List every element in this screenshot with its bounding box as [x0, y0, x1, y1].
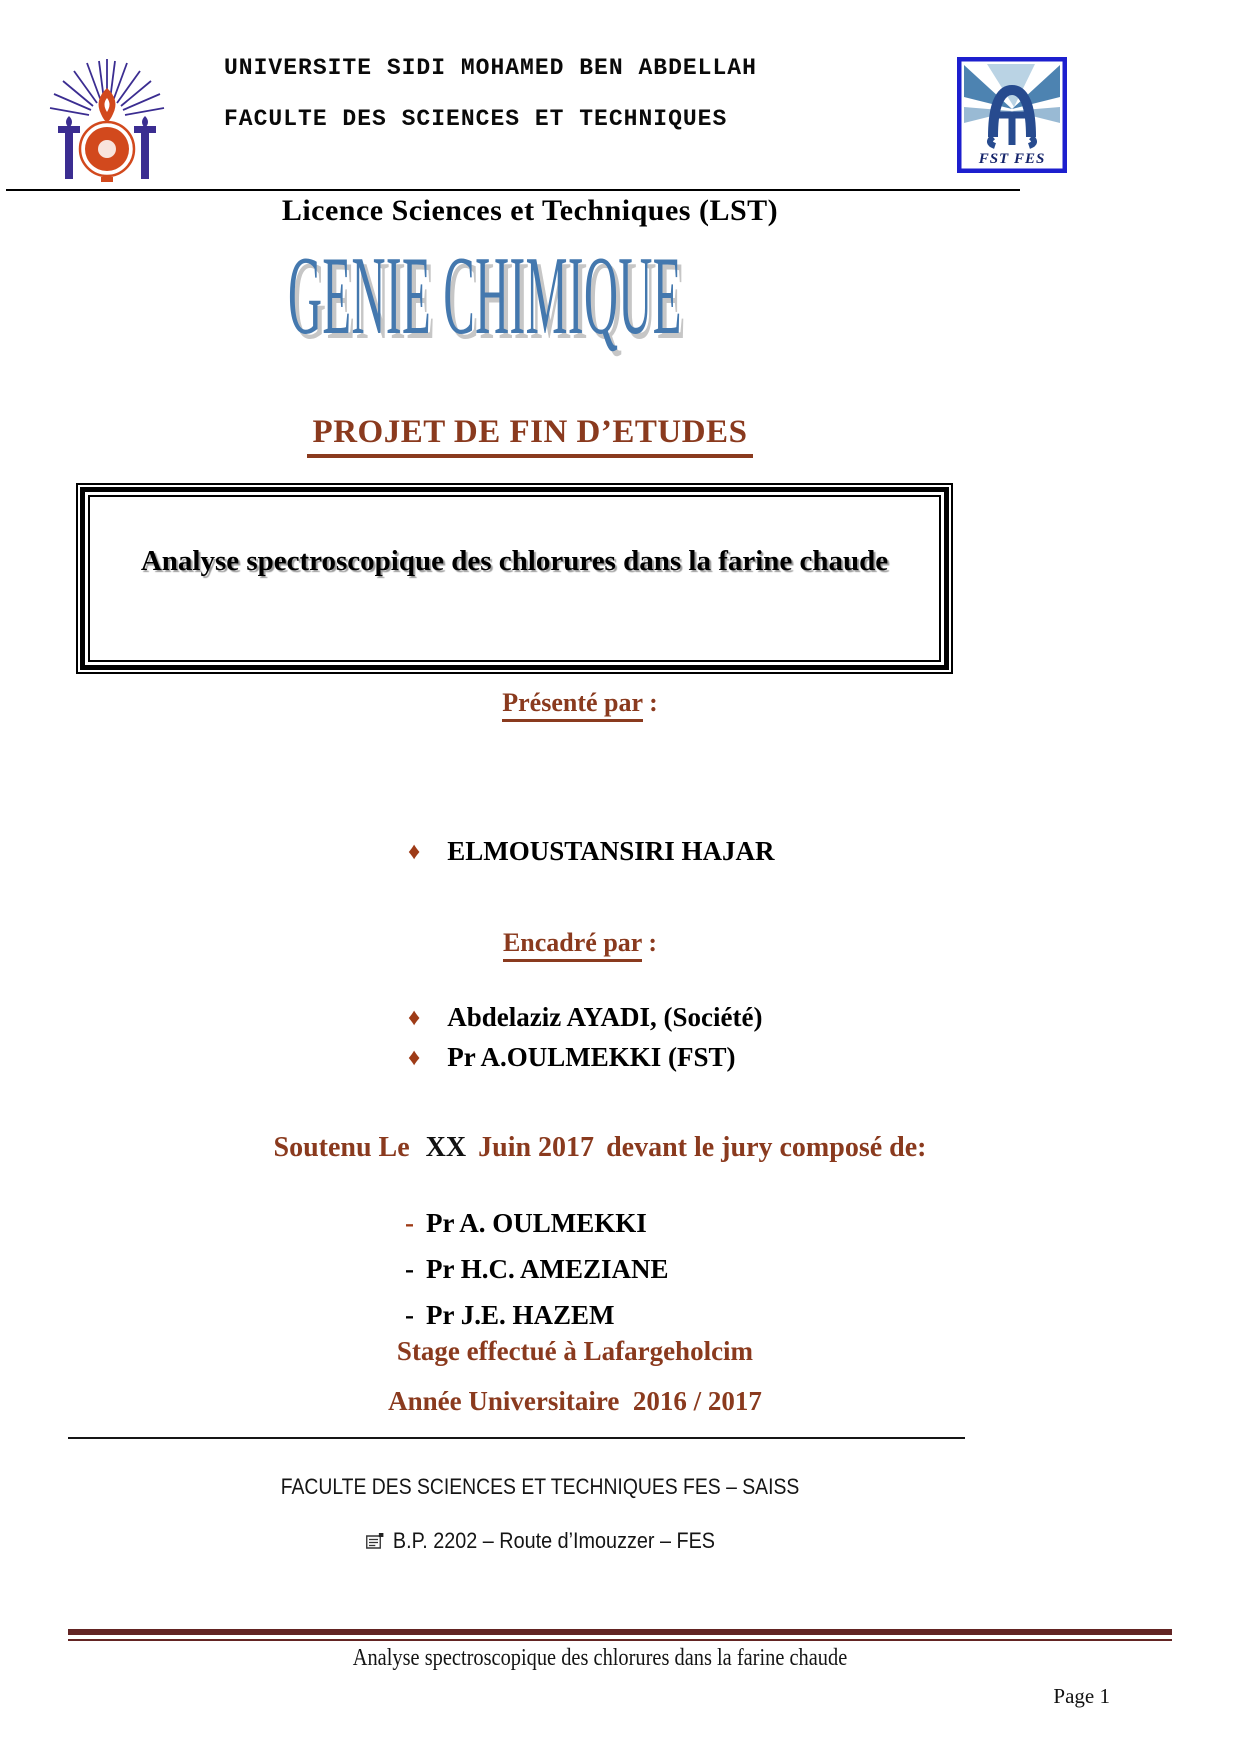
- defense-line: [90, 1132, 1110, 1164]
- defense-prefix: Soutenu Le: [273, 1132, 410, 1163]
- supervised-by-label: Encadré par: [503, 928, 642, 962]
- header-text-block: [224, 57, 757, 131]
- diamond-bullet-icon: ♦: [408, 1005, 421, 1031]
- header-divider-line: [6, 189, 1020, 191]
- footer-address-text: B.P. 2202 – Route d’Imouzzer – FES: [392, 1528, 716, 1553]
- footer-address-line: [108, 1528, 972, 1554]
- jury-dash: -: [405, 1208, 414, 1238]
- supervisor-list: [408, 998, 762, 1078]
- supervisor-item: [408, 1038, 762, 1078]
- university-crest-logo: [44, 46, 170, 186]
- jury-dash: -: [405, 1300, 414, 1330]
- defense-date-xx: XX: [425, 1132, 467, 1163]
- program-title-wordart: GENIE CHIMIQUE: [288, 234, 682, 358]
- report-type-title: PROJET DE FIN D’ETUDES: [307, 414, 754, 458]
- fst-logo-caption: FST FES: [978, 151, 1046, 167]
- supervisor-item: [408, 998, 762, 1038]
- supervisor-name: Pr A.OULMEKKI (FST): [447, 1042, 736, 1072]
- jury-member-name: Pr A. OULMEKKI: [426, 1208, 647, 1238]
- footer-faculty-line: FACULTE DES SCIENCES ET TECHNIQUES FES – SAISS: [280, 1474, 800, 1499]
- jury-member-name: Pr J.E. HAZEM: [426, 1300, 615, 1330]
- thesis-title-box: [76, 483, 953, 674]
- presented-by-label: Présenté par: [502, 688, 642, 722]
- supervisor-name: Abdelaziz AYADI, (Société): [447, 1002, 763, 1032]
- fst-fes-logo: [957, 57, 1067, 173]
- footer-rule-thick: [68, 1629, 1172, 1635]
- jury-dash: -: [405, 1254, 414, 1284]
- diamond-bullet-icon: ♦: [408, 1045, 421, 1071]
- jury-member-row: [405, 1200, 669, 1246]
- faculty-name: FACULTE DES SCIENCES ET TECHNIQUES: [224, 106, 728, 132]
- defense-date: Juin 2017: [478, 1132, 595, 1163]
- footer-rule-thin: [68, 1639, 1172, 1641]
- presented-by-colon: :: [642, 688, 658, 717]
- page-number: Page 1: [1053, 1684, 1110, 1708]
- running-title: Analyse spectroscopique des chlorures dans la farine chaude: [352, 1645, 848, 1671]
- report-type-wrap: [0, 414, 1060, 458]
- academic-year-line: Année Universitaire 2016 / 2017: [388, 1386, 762, 1416]
- diamond-bullet-icon: ♦: [408, 839, 421, 865]
- mail-icon: [365, 1532, 385, 1550]
- student-line: [408, 836, 775, 867]
- jury-list: [405, 1200, 669, 1338]
- student-name: ELMOUSTANSIRI HAJAR: [447, 836, 775, 866]
- thesis-title-box-inner: [88, 495, 941, 662]
- supervised-by-colon: :: [641, 928, 658, 957]
- supervised-by-heading: [300, 928, 860, 958]
- university-name: UNIVERSITE SIDI MOHAMED BEN ABDELLAH: [224, 55, 757, 81]
- jury-member-name: Pr H.C. AMEZIANE: [426, 1254, 669, 1284]
- footer-divider-line: [68, 1437, 965, 1439]
- jury-member-row: [405, 1292, 669, 1338]
- internship-line: Stage effectué à Lafargeholcim: [396, 1336, 754, 1366]
- thesis-title-box-mid: [80, 487, 949, 670]
- defense-suffix: devant le jury composé de:: [606, 1132, 927, 1163]
- thesis-title: Analyse spectroscopique des chlorures dans la farine chaude: [140, 545, 889, 577]
- jury-member-row: [405, 1246, 669, 1292]
- presented-by-heading: [300, 688, 860, 718]
- degree-line: Licence Sciences et Techniques (LST): [281, 194, 779, 227]
